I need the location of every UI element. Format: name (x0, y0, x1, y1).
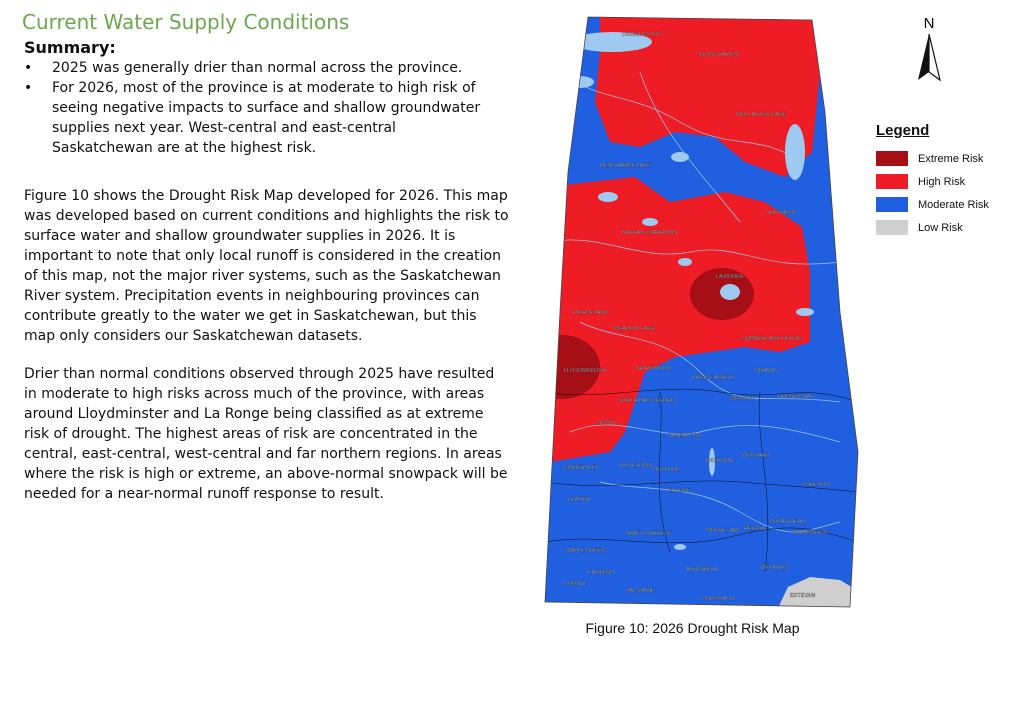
place-label: NORTH BATTLEFORD (618, 398, 675, 404)
place-label: LA RONGE (716, 274, 745, 280)
place-label: MELFORT (730, 396, 757, 402)
legend-item-high (876, 170, 1016, 193)
place-label: LLOYDMINSTER (564, 368, 607, 374)
legend-label: Low Risk (918, 221, 963, 234)
legend-swatch (876, 151, 908, 166)
paragraph-risk-summary: Drier than normal conditions observed through 2025 have resulted in moderate to high risks across much of the province, with areas around Lloydminster and La Ronge being classified as at extreme risk of drought. The highest areas of risk are concentrated in the central, east-central, west-central and far northern regions. In areas where the risk is high or extreme, an above-normal snowpack will be needed for a near-normal runoff response to result. (24, 366, 508, 502)
place-label: WYNYARD (742, 453, 770, 459)
legend-swatch (876, 174, 908, 189)
legend-swatch (876, 197, 908, 212)
place-label: PRINCE ALBERT (692, 375, 736, 381)
place-label: BUFFALO NARROWS (622, 230, 678, 236)
bullet-item: • 2025 was generally drier than normal across the province. (22, 58, 492, 78)
place-label: SCOTT (598, 420, 617, 426)
place-label: MOOSE JAW (706, 528, 740, 534)
place-label: DESCHARME LAKE (600, 163, 651, 169)
place-label: HUDSON BAY (778, 394, 814, 400)
legend-label: High Risk (918, 175, 966, 188)
legend-item-low (876, 216, 1016, 239)
place-label: WOLLASTON LAKE (736, 112, 787, 118)
place-label: ASSINIBOIA (686, 567, 718, 573)
place-label: MEADOW LAKE (614, 326, 655, 332)
legend-label: Moderate Risk (918, 198, 989, 211)
legend-swatch (876, 220, 908, 235)
summary-heading: Summary: (24, 38, 116, 57)
place-label: ROSETOWN (620, 463, 653, 469)
summary-bullets (22, 58, 492, 158)
place-label: SPIRITWOOD (636, 366, 672, 372)
place-label: CONSUL (564, 581, 587, 587)
place-label: SOUTHEND (766, 210, 797, 216)
place-label: INDIAN HEAD (770, 519, 806, 525)
place-label: SASKATOON (668, 433, 702, 439)
paragraph-figure-description: Figure 10 shows the Drought Risk Map developed for 2026. This map was developed based on current conditions and highlights the risk to surface water and shallow groundwater supplies in 2026. It is important to note that only local runoff is considered in the creation of this map, not the major river systems, such as the Saskatchewan River system. Precipitation events in neighbouring provinces can contribute greatly to the water we get in Saskatchewan, but this map only considers our Saskatchewan datasets. (24, 188, 509, 344)
place-label: REGINA (744, 526, 766, 532)
map-legend (876, 122, 1016, 239)
place-label: SWIFT CURRENT (626, 531, 672, 537)
place-label: PIERCELAND (573, 310, 609, 316)
place-label: WATROUS (705, 458, 733, 464)
place-label: OUTLOOK (653, 467, 680, 473)
place-label: LEADER (568, 497, 591, 503)
place-label: STONY RAPIDS (698, 52, 739, 58)
place-label: ELROSE (668, 488, 691, 494)
place-label: URANIUM CITY (622, 32, 662, 38)
bullet-item: • For 2026, most of the province is at moderate to high risk of seeing negative impacts to surface and shallow groundwater supplies next year. West-central and east-central Saskatchewan are at the highest risk. (22, 78, 492, 158)
legend-item-extreme (876, 147, 1016, 170)
north-label: N (923, 15, 935, 32)
page-title: Current Water Supply Conditions (22, 10, 350, 34)
legend-label: Extreme Risk (918, 152, 984, 165)
place-label: WHITEWOOD (792, 530, 828, 536)
place-label: CUMBERLAND HOUSE (742, 336, 802, 342)
figure-caption: Figure 10: 2026 Drought Risk Map (585, 620, 800, 636)
north-arrow-icon (906, 14, 952, 84)
place-label: CORONACH (702, 596, 735, 602)
place-label: EASTEND (588, 570, 614, 576)
legend-item-moderate (876, 193, 1016, 216)
place-label: KINDERSLEY (564, 465, 599, 471)
place-label: NIPAWIN (755, 368, 778, 374)
place-label: VAL MARIE (626, 588, 655, 594)
legend-title: Legend (876, 122, 930, 139)
place-label: WEYBURN (760, 565, 789, 571)
place-label: YORKTON (802, 482, 830, 488)
place-label: MAPLE CREEK (566, 548, 606, 554)
drought-risk-map (540, 12, 870, 612)
place-label: ESTEVAN (790, 593, 816, 599)
